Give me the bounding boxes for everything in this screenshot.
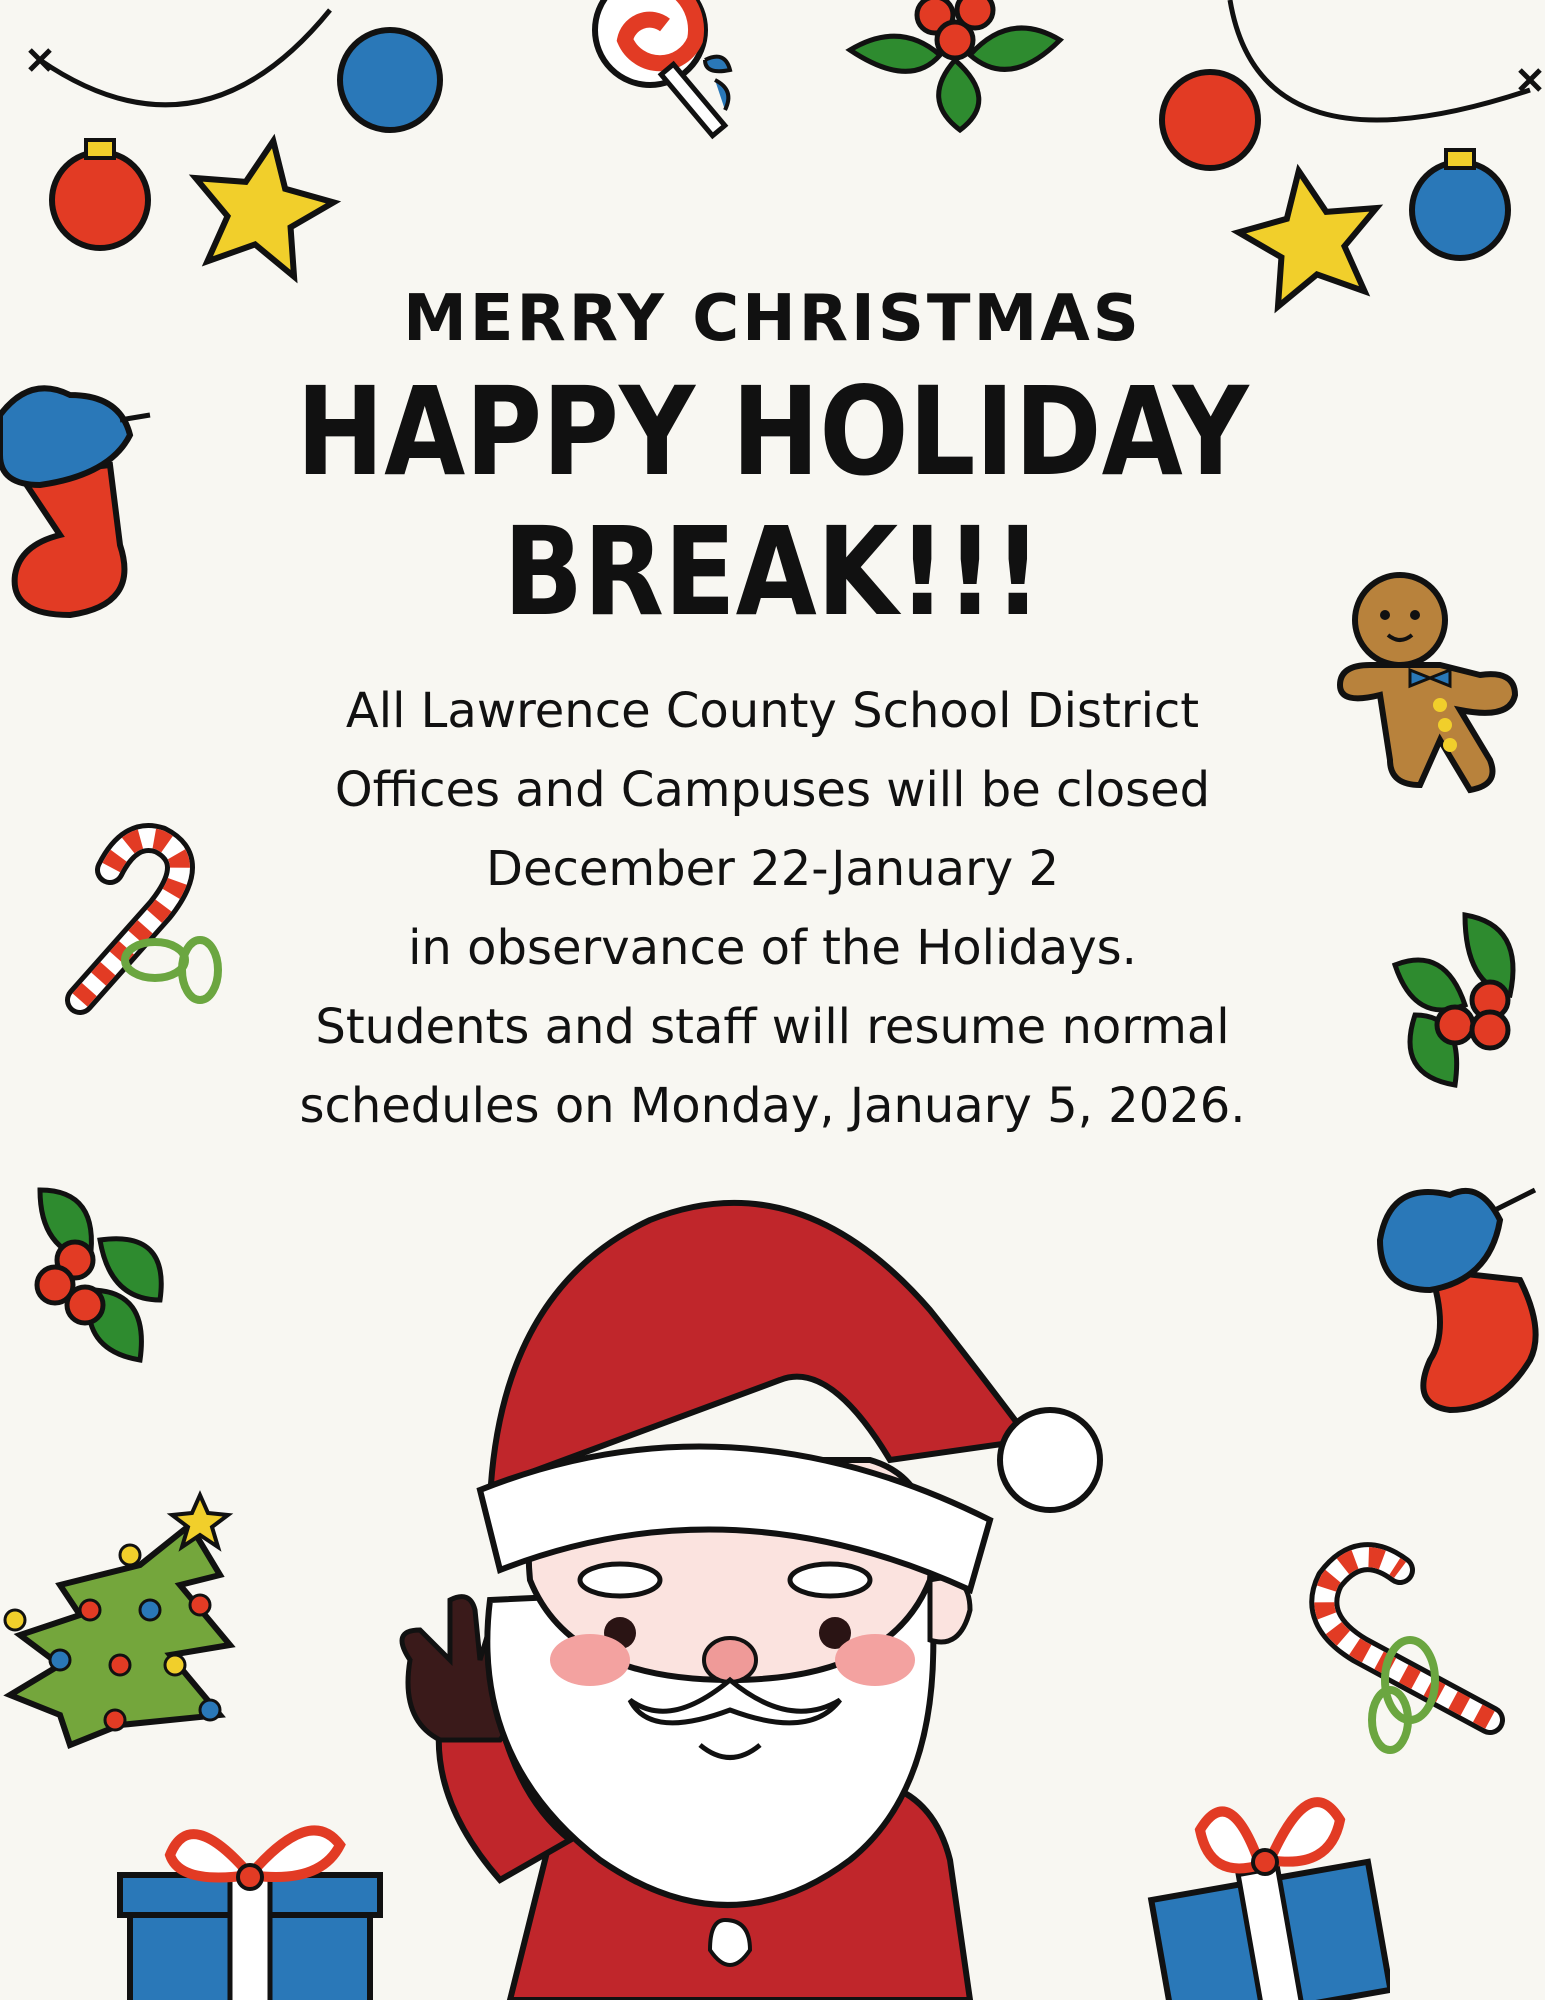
christmas-tree-icon (0, 1485, 240, 1755)
ornament-garland-icon (0, 0, 460, 290)
notice-line: Offices and Campuses will be closed (334, 762, 1211, 818)
notice-line: December 22-January 2 (486, 841, 1059, 897)
ornament-garland-icon (1110, 0, 1545, 320)
notice-line: Students and staff will resume normal (315, 999, 1230, 1055)
notice-line: All Lawrence County School District (345, 683, 1200, 739)
stocking-icon (1370, 1180, 1545, 1420)
santa-claus-illustration (330, 1160, 1230, 2000)
candy-cane-icon (1290, 1530, 1510, 1770)
holly-icon (840, 0, 1070, 135)
closure-notice (0, 672, 1545, 1146)
holiday-break-title (108, 362, 1437, 642)
holly-icon (30, 1180, 170, 1370)
lollipop-icon (585, 0, 785, 140)
notice-line: schedules on Monday, January 5, 2026. (299, 1078, 1246, 1134)
title-line-2: BREAK!!! (503, 501, 1042, 643)
notice-line: in observance of the Holidays. (408, 920, 1137, 976)
title-line-1: HAPPY HOLIDAY (296, 361, 1249, 503)
greeting-heading: MERRY CHRISTMAS (403, 282, 1142, 356)
